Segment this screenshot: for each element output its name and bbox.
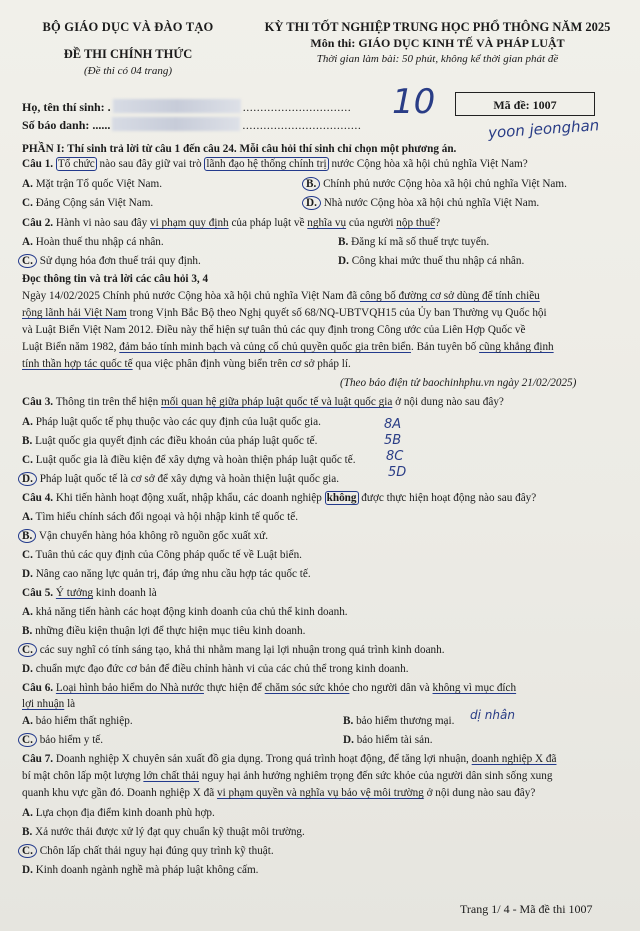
question-7-line-2 — [22, 769, 618, 783]
q2-text-3: của người — [346, 217, 397, 229]
handwritten-note-q3-a: 8A — [384, 417, 402, 432]
q6-text: thực hiện để — [203, 682, 265, 694]
option-letter: D. — [338, 255, 349, 267]
option-text: Lựa chọn địa điểm kinh doanh phù hợp. — [35, 807, 215, 819]
option-text: bảo hiểm y tế. — [39, 734, 104, 746]
q4-option-c — [22, 548, 302, 562]
option-text: Hoàn thuế thu nhập cá nhân. — [35, 236, 164, 248]
reading-underline: rộng lãnh hải Việt Nam — [22, 307, 127, 319]
option-text: các suy nghĩ có tính sáng tạo, khả thi nhằm mang lại lợi nhuận trong quá trình kinh doanh. — [39, 644, 445, 656]
q3-option-a — [22, 415, 321, 429]
q4-label: Câu 4. — [22, 492, 54, 504]
q2-text-2: của pháp luật về — [228, 217, 308, 229]
question-6 — [22, 681, 516, 695]
option-letter: D. — [22, 663, 33, 675]
q6-underline-4: lợi nhuận — [22, 698, 65, 710]
q7-label: Câu 7. — [22, 753, 54, 765]
question-6-cont — [22, 697, 75, 711]
option-text: Mặt trận Tổ quốc Việt Nam. — [35, 178, 162, 190]
q1-label: Câu 1. — [22, 158, 54, 170]
q6-option-a — [22, 714, 133, 728]
q7-text: nguy hại ảnh hưởng nghiêm trọng đến sức khỏe của người dân sinh sống xung — [198, 770, 553, 782]
reading-line-3: và Luật Biển Việt Nam 2012. Điều này thể hiện sự tuân thủ các quy định trong Công ước của Liên Hợp Quốc về — [22, 324, 526, 336]
q7-underline: doanh nghiệp X đã — [471, 753, 557, 765]
option-text: Pháp luật quốc tế phụ thuộc vào các quy định của luật quốc gia. — [35, 416, 321, 428]
q6-underline-2: chăm sóc sức khỏe — [264, 682, 350, 694]
exam-title: KỲ THI TỐT NGHIỆP TRUNG HỌC PHỔ THÔNG NĂM 2025 — [264, 20, 611, 34]
handwritten-note-q6: dị nhân — [470, 708, 515, 722]
q6-underline-3: không vì mục đích — [432, 682, 517, 694]
q3-label: Câu 3. — [22, 396, 54, 408]
option-text: Công khai mức thuế thu nhập cá nhân. — [351, 255, 525, 267]
reading-line-2 — [22, 306, 618, 320]
q4-text-end: được thực hiện hoạt động nào sau đây? — [358, 492, 537, 504]
q7-text: ở nội dung nào sau đây? — [423, 787, 536, 799]
option-letter: D. — [18, 472, 37, 486]
q1-option-b — [306, 177, 567, 191]
reading-text: Luật Biển năm 1982, — [22, 341, 120, 353]
option-letter: A. — [22, 606, 33, 618]
option-letter: D. — [302, 196, 321, 210]
q3-option-b — [22, 434, 317, 448]
reading-source: (Theo báo điện tử baochinhphu.vn ngày 21/02/2025) — [340, 377, 577, 389]
redacted-id — [112, 117, 240, 131]
handwritten-name: yoon jeonghan — [487, 116, 600, 142]
q2-text: Hành vi nào sau đây — [53, 217, 151, 229]
q4-option-d — [22, 567, 311, 581]
q2-text-end: ? — [435, 217, 441, 229]
option-text: Xả nước thải được xử lý đạt quy chuẩn kỹ thuật môi trường. — [35, 826, 305, 838]
q6-option-d — [343, 733, 433, 747]
part1-instructions: PHẦN I: Thí sinh trả lời từ câu 1 đến câu 24. Mỗi câu hỏi thí sinh chỉ chọn một phương án. — [22, 143, 457, 155]
option-letter: C. — [18, 844, 37, 858]
option-letter: A. — [22, 236, 33, 248]
q4-text: Khi tiến hành hoạt động xuất, nhập khẩu, các doanh nghiệp — [53, 492, 325, 504]
reading-line-1 — [22, 289, 618, 303]
handwritten-note-q3-b: 5B — [384, 433, 402, 448]
q5-underline: Ý tưởng — [55, 587, 94, 599]
candidate-name-row — [22, 99, 351, 115]
reading-line-4 — [22, 340, 618, 354]
q6-text-end: là — [64, 698, 76, 710]
option-letter: A. — [22, 416, 33, 428]
exam-time: Thời gian làm bài: 50 phút, không kể thời gian phát đề — [316, 53, 559, 65]
reading-text: trong Vịnh Bắc Bộ theo Nghị quyết số 68/NQ-UBTVQH15 của Ủy ban Thường vụ Quốc hội — [126, 307, 547, 319]
reading-underline: công bố đường cơ sở dùng để tính chiều — [359, 290, 540, 302]
header-right — [245, 20, 630, 65]
q2-underline-1: vi phạm quy định — [150, 217, 229, 229]
reading-text: Ngày 14/02/2025 Chính phủ nước Cộng hòa xã hội chủ nghĩa Việt Nam đã — [22, 290, 360, 302]
q5-option-b — [22, 624, 305, 638]
handwritten-score: 10 — [392, 82, 436, 122]
reading-underline: tính thần hợp tác quốc tế — [22, 358, 133, 370]
exam-subject: Môn thi: GIÁO DỤC KINH TẾ VÀ PHÁP LUẬT — [310, 36, 565, 50]
q2-underline-2: nghĩa vụ — [307, 217, 347, 229]
option-text: Chính phủ nước Cộng hòa xã hội chủ nghĩa Việt Nam. — [323, 178, 567, 190]
option-text: chuẩn mực đạo đức cơ bản để điều chỉnh hành vi của các chủ thể trong kinh doanh. — [35, 663, 409, 675]
question-7 — [22, 752, 618, 766]
candidate-id-dots: .................................. — [242, 118, 362, 132]
official-exam-label: ĐỀ THI CHÍNH THỨC — [63, 47, 193, 61]
ministry-name: BỘ GIÁO DỤC VÀ ĐÀO TẠO — [42, 20, 214, 34]
q5-option-c — [22, 643, 445, 657]
option-letter: A. — [22, 807, 33, 819]
reading-underline: đảm bảo tính minh bạch và củng cố chủ quyền quốc gia trên biển — [119, 341, 411, 353]
q5-option-d — [22, 662, 409, 676]
option-letter: C. — [22, 454, 33, 466]
question-1 — [22, 157, 528, 171]
q6-label: Câu 6. — [22, 682, 54, 694]
option-text: những điều kiện thuận lợi để thực hiện mục tiêu kinh doanh. — [35, 625, 306, 637]
q4-option-b — [22, 529, 268, 543]
option-letter: B. — [22, 625, 33, 637]
q4-keyword: không — [326, 492, 357, 504]
q1-text-end: nước Cộng hòa xã hội chủ nghĩa Việt Nam? — [328, 158, 528, 170]
question-7-line-3 — [22, 786, 618, 800]
option-letter: C. — [22, 549, 33, 561]
q6-option-b — [343, 714, 454, 728]
option-text: bảo hiểm tài sản. — [356, 734, 433, 746]
option-text: Chôn lấp chất thải nguy hại đúng quy trình kỹ thuật. — [39, 845, 274, 857]
option-letter: A. — [22, 715, 33, 727]
q2-option-c — [22, 254, 201, 268]
option-letter: B. — [343, 715, 354, 727]
q2-option-d — [338, 254, 524, 268]
reading-text: . Bản tuyên bố — [411, 341, 480, 353]
option-letter: B. — [22, 826, 33, 838]
q5-option-a — [22, 605, 348, 619]
option-text: Đảng Cộng sản Việt Nam. — [35, 197, 154, 209]
option-letter: A. — [22, 511, 33, 523]
exam-code-box: Mã đề: 1007 — [455, 92, 595, 116]
option-letter: C. — [22, 197, 33, 209]
q6-underline: Loại hình bảo hiểm do Nhà nước — [55, 682, 204, 694]
option-letter: B. — [18, 529, 36, 543]
option-text: Nâng cao năng lực quản trị, đáp ứng nhu cầu hợp tác quốc tế. — [35, 568, 311, 580]
option-text: Luật quốc gia quyết định các điều khoản của pháp luật quốc tế. — [35, 435, 318, 447]
candidate-id-label: Số báo danh: ...... — [22, 118, 111, 132]
option-text: bảo hiểm thất nghiệp. — [35, 715, 133, 727]
q5-label: Câu 5. — [22, 587, 54, 599]
q4-option-a — [22, 510, 298, 524]
q2-option-b — [338, 235, 489, 249]
q7-text: Doanh nghiệp X chuyên sản xuất đồ gia dụng. Trong quá trình hoạt động, để tăng lợi nhuận, — [53, 753, 472, 765]
option-letter: C. — [18, 254, 37, 268]
option-letter: A. — [22, 178, 33, 190]
option-text: khả năng tiến hành các hoạt động kinh doanh của chủ thể kinh doanh. — [35, 606, 348, 618]
q7-text: bí mật chôn lấp một lượng — [22, 770, 144, 782]
question-4 — [22, 491, 536, 505]
q7-text: quanh khu vực gần đó. Doanh nghiệp X đã — [22, 787, 217, 799]
question-2 — [22, 216, 440, 230]
reading-title: Đọc thông tin và trả lời các câu hỏi 3, 4 — [22, 273, 209, 285]
q3-text: Thông tin trên thể hiện — [53, 396, 162, 408]
candidate-id-row — [22, 117, 361, 133]
q1-keyword-2: lãnh đạo hệ thống chính trị — [206, 158, 327, 170]
q1-option-a — [22, 177, 162, 191]
reading-text: qua việc phân định vùng biển trên cơ sở pháp lí. — [132, 358, 351, 370]
option-letter: B. — [302, 177, 320, 191]
option-text: Luật quốc gia là điều kiện để xây dựng và hoàn thiện pháp luật quốc tế. — [35, 454, 356, 466]
q7-option-b — [22, 825, 305, 839]
option-letter: C. — [18, 733, 37, 747]
question-5 — [22, 586, 157, 600]
q6-text-2: cho người dân và — [349, 682, 433, 694]
candidate-name-dots: ............................... — [242, 100, 352, 114]
header-left — [18, 20, 238, 77]
q7-option-c — [22, 844, 274, 858]
q3-underline: mối quan hệ giữa pháp luật quốc tế và luật quốc gia — [161, 396, 393, 408]
option-text: Kinh doanh ngành nghề mà pháp luật không cấm. — [35, 864, 259, 876]
page-footer: Trang 1/ 4 - Mã đề thi 1007 — [460, 902, 593, 916]
option-text: bảo hiểm thương mại. — [356, 715, 455, 727]
q3-text-end: ở nội dung nào sau đây? — [392, 396, 504, 408]
reading-line-5 — [22, 357, 618, 371]
handwritten-note-q3-c: 8C — [386, 449, 404, 464]
option-text: Vận chuyển hàng hóa không rõ nguồn gốc xuất xứ. — [38, 530, 269, 542]
q7-option-d — [22, 863, 258, 877]
option-letter: B. — [22, 435, 33, 447]
handwritten-note-q3-d: 5D — [388, 465, 407, 480]
option-text: Tuân thủ các quy định của Công pháp quốc tế về Luật biển. — [35, 549, 302, 561]
q1-keyword: Tổ chức — [57, 158, 95, 170]
option-letter: D. — [22, 864, 33, 876]
q6-option-c — [22, 733, 103, 747]
q1-option-c — [22, 196, 153, 210]
option-text: Nhà nước Cộng hòa xã hội chủ nghĩa Việt Nam. — [323, 197, 540, 209]
redacted-name — [113, 99, 241, 113]
q1-option-d — [306, 196, 539, 210]
option-text: Pháp luật quốc tế là cơ sở để xây dựng và hoàn thiện luật quốc gia. — [39, 473, 340, 485]
q5-text: kinh doanh là — [93, 587, 157, 599]
option-letter: B. — [338, 236, 349, 248]
question-3 — [22, 395, 504, 409]
q7-underline: vi phạm quyền và nghĩa vụ bảo vệ môi trường — [216, 787, 424, 799]
q7-option-a — [22, 806, 215, 820]
q2-label: Câu 2. — [22, 217, 54, 229]
q1-text: nào sau đây giữ vai trò — [96, 158, 205, 170]
candidate-name-label: Họ, tên thí sinh: . — [22, 100, 111, 114]
option-letter: C. — [18, 643, 37, 657]
reading-underline: cũng khẳng định — [479, 341, 554, 353]
q3-option-c — [22, 453, 356, 467]
option-text: Tìm hiểu chính sách đối ngoại và hội nhập kinh tế quốc tế. — [35, 511, 299, 523]
option-letter: D. — [22, 568, 33, 580]
option-text: Sử dụng hóa đơn thuế trái quy định. — [39, 255, 201, 267]
option-text: Đăng kí mã số thuế trực tuyến. — [351, 236, 490, 248]
page-count-note: (Đề thi có 04 trang) — [84, 65, 172, 77]
q7-underline: lớn chất thải — [143, 770, 199, 782]
q3-option-d — [22, 472, 339, 486]
option-letter: D. — [343, 734, 354, 746]
q2-option-a — [22, 235, 164, 249]
q2-underline-3: nộp thuế — [396, 217, 436, 229]
